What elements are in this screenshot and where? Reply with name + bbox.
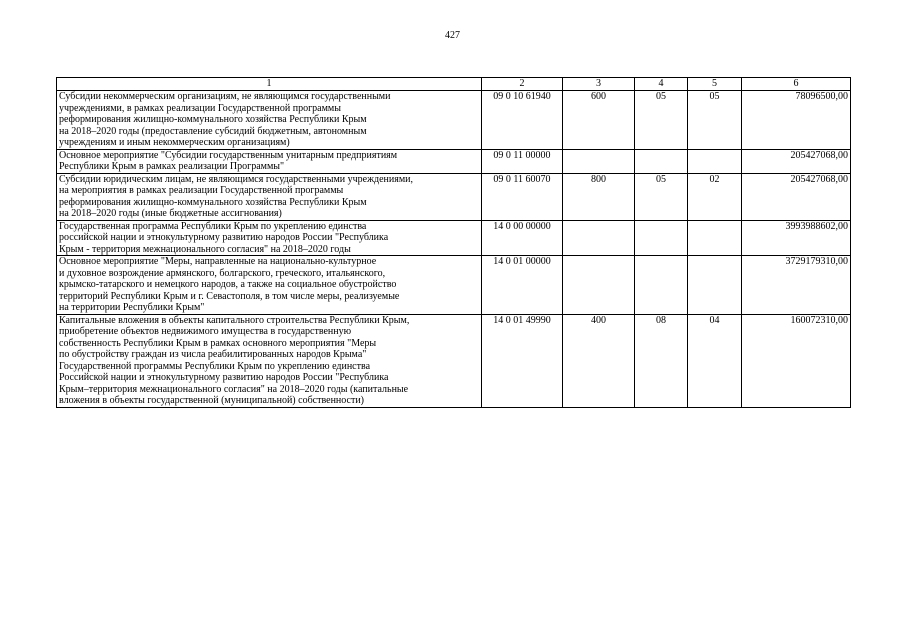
row-code: 14 0 00 00000 (482, 220, 563, 256)
row-code: 09 0 11 60070 (482, 173, 563, 220)
column-header-2: 2 (482, 78, 563, 91)
row-col3 (563, 220, 635, 256)
column-header-1: 1 (57, 78, 482, 91)
row-col5: 04 (688, 314, 742, 407)
description-line: на мероприятия в рамках реализации Государственной программы (59, 185, 344, 196)
row-col4: 05 (635, 173, 688, 220)
column-header-4: 4 (635, 78, 688, 91)
description-line: учреждениям и иным некоммерческим организациям) (59, 137, 290, 148)
description-line: Капитальные вложения в объекты капитального строительства Республики Крым, (59, 314, 410, 326)
column-header-5: 5 (688, 78, 742, 91)
row-col3 (563, 256, 635, 315)
description-line: Основное мероприятие "Меры, направленные на национально-культурное (59, 256, 377, 267)
description-line: крымско-татарского и немецкого народов, а также на социальное обустройство (59, 279, 397, 290)
row-col5 (688, 149, 742, 173)
header-row (57, 78, 851, 91)
table-row (57, 314, 851, 407)
description-line: на территории Республики Крым" (59, 302, 205, 313)
row-amount: 205427068,00 (742, 149, 851, 173)
column-header-6: 6 (742, 78, 851, 91)
table-row (57, 256, 851, 315)
table-row (57, 173, 851, 220)
description-line: на 2018–2020 годы (предоставление субсидий бюджетным, автономным (59, 125, 367, 137)
table-row (57, 149, 851, 173)
description-line: Государственной программы Республики Крым по укреплению единства (59, 360, 371, 372)
row-col4: 05 (635, 91, 688, 150)
row-col3 (563, 149, 635, 173)
row-code: 09 0 11 00000 (482, 149, 563, 173)
row-description (57, 149, 482, 173)
row-col3: 600 (563, 91, 635, 150)
description-line: вложения в объекты государственной (муниципальной) собственности) (59, 395, 365, 406)
description-line: учреждениями, в рамках реализации Государственной программы (59, 102, 341, 114)
description-line: Субсидии некоммерческим организациям, не являющимся государственными (59, 91, 391, 102)
page-number: 427 (445, 30, 460, 41)
row-amount: 205427068,00 (742, 173, 851, 220)
description-line: реформирования жилищно-коммунального хозяйства Республики Крым (59, 114, 367, 125)
row-description (57, 173, 482, 220)
description-line: территорий Республики Крым и г. Севастополя, в том числе меры, реализуемые (59, 290, 400, 302)
description-line: Субсидии юридическим лицам, не являющимся государственными учреждениями, (59, 173, 414, 185)
description-line: собственность Республики Крым в рамках основного мероприятия "Меры (59, 337, 377, 349)
row-description (57, 220, 482, 256)
row-col5 (688, 220, 742, 256)
row-col5: 05 (688, 91, 742, 150)
row-col5 (688, 256, 742, 315)
row-amount: 3729179310,00 (742, 256, 851, 315)
row-description (57, 256, 482, 315)
row-description (57, 91, 482, 150)
row-col4: 08 (635, 314, 688, 407)
description-line: приобретение объектов недвижимого имущества в государственную (59, 326, 352, 337)
row-col4 (635, 149, 688, 173)
row-description (57, 314, 482, 407)
row-col4 (635, 220, 688, 256)
table-row (57, 91, 851, 150)
description-line: по обустройству граждан из числа реабилитированных народов Крыма" (59, 349, 367, 360)
row-code: 14 0 01 49990 (482, 314, 563, 407)
row-col4 (635, 256, 688, 315)
description-line: Крым–территория межнационального согласия" на 2018–2020 годы (капитальные (59, 383, 409, 395)
description-line: Российской нации и этнокультурному развитию народов России "Республика (59, 372, 389, 383)
description-line: Крым - территория межнационального согласия" на 2018–2020 годы (59, 243, 351, 255)
row-col5: 02 (688, 173, 742, 220)
row-code: 14 0 01 00000 (482, 256, 563, 315)
row-col3: 400 (563, 314, 635, 407)
row-amount: 3993988602,00 (742, 220, 851, 256)
description-line: Государственная программа Республики Крым по укреплению единства (59, 220, 367, 232)
description-line: российской нации и этнокультурному развитию народов России "Республика (59, 232, 389, 243)
table-row (57, 220, 851, 256)
description-line: и духовное возрождение армянского, болгарского, греческого, итальянского, (59, 267, 386, 279)
row-col3: 800 (563, 173, 635, 220)
row-code: 09 0 10 61940 (482, 91, 563, 150)
description-line: реформирования жилищно-коммунального хозяйства Республики Крым (59, 196, 367, 208)
budget-table (56, 77, 851, 408)
row-amount: 160072310,00 (742, 314, 851, 407)
description-line: на 2018–2020 годы (иные бюджетные ассигнования) (59, 208, 282, 219)
row-amount: 78096500,00 (742, 91, 851, 150)
column-header-3: 3 (563, 78, 635, 91)
description-line: Основное мероприятие "Субсидии государственным унитарным предприятиям (59, 149, 398, 161)
description-line: Республики Крым в рамках реализации Программы" (59, 161, 285, 172)
